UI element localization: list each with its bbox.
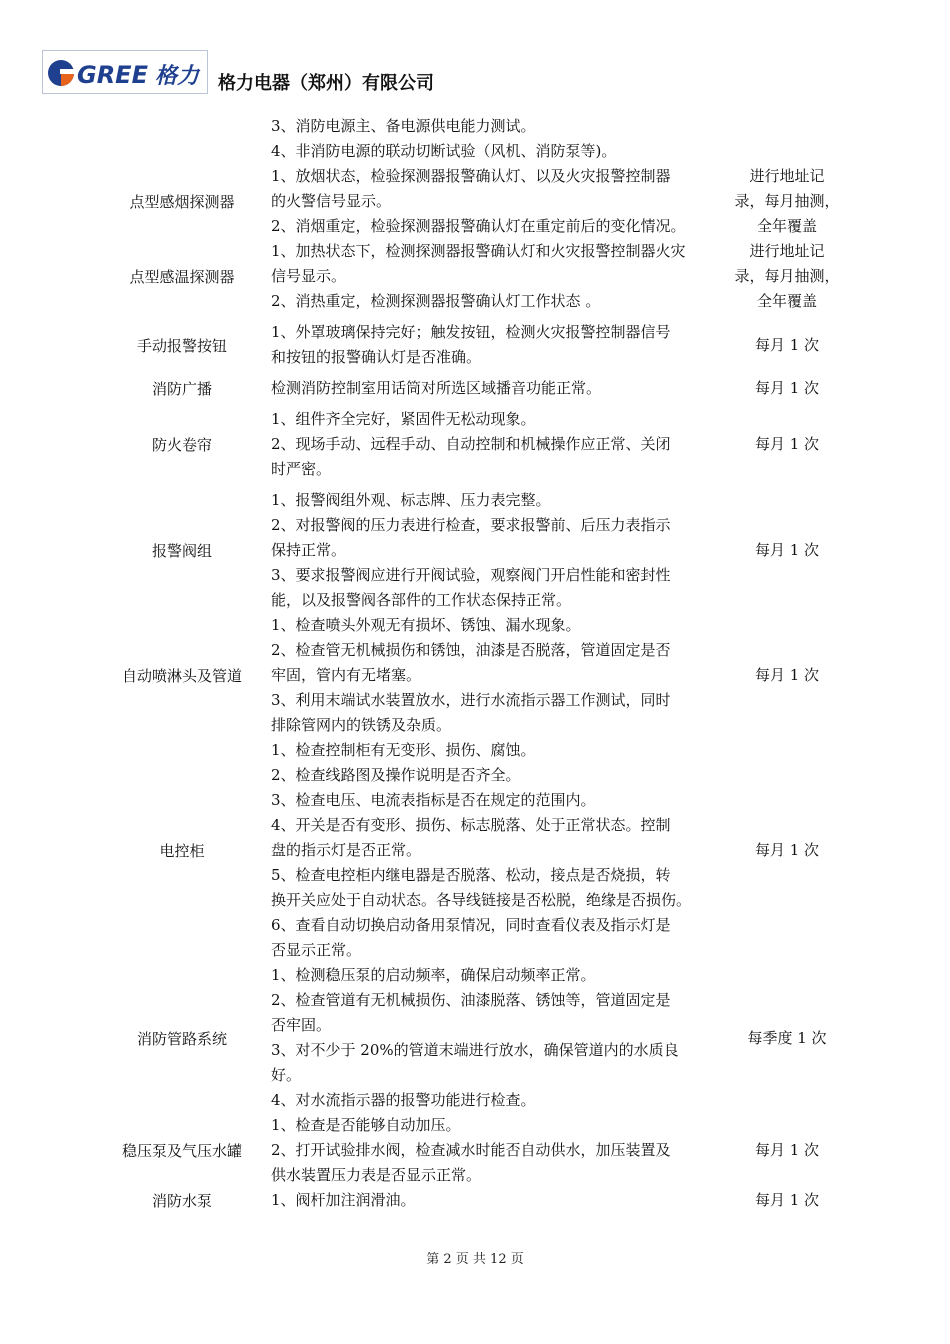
- gree-logo-graphic: [43, 51, 209, 95]
- table-row: [108, 963, 848, 1113]
- description-line: 1、阀杆加注润滑油。: [271, 1191, 416, 1209]
- table-row: [108, 164, 848, 239]
- frequency-line: 每月 1 次: [754, 1191, 820, 1209]
- description-line: 5、检查电控柜内继电器是否脱落、松动，接点是否烧损，转: [271, 866, 671, 884]
- description-line: 1、检测稳压泵的启动频率，确保启动频率正常。: [271, 966, 596, 984]
- item-name: 消防广播: [151, 380, 212, 398]
- item-description: [256, 963, 726, 1113]
- item-name: 电控柜: [159, 842, 205, 860]
- frequency-line: 进行地址记: [749, 242, 825, 260]
- description-line: 1、加热状态下，检测探测器报警确认灯和火灾报警控制器火灾: [271, 242, 686, 260]
- description-line: 检测消防控制室用话筒对所选区域播音功能正常。: [271, 379, 602, 397]
- company-name: 格力电器（郑州）有限公司: [218, 73, 434, 94]
- table-row: [108, 1188, 848, 1213]
- description-line: 否显示正常。: [271, 941, 362, 959]
- item-name: 消防管路系统: [136, 1029, 227, 1048]
- table-row: [108, 613, 848, 738]
- item-description: [256, 613, 726, 738]
- item-name: 防火卷帘: [151, 436, 212, 454]
- item-frequency: [726, 333, 848, 358]
- description-line: 2、消烟重定，检验探测器报警确认灯在重定前后的变化情况。: [271, 217, 686, 235]
- description-line: 换开关应处于自动状态。各导线链接是否松脱，绝缘是否损伤。: [271, 891, 692, 909]
- item-description: [256, 164, 726, 239]
- item-frequency: [726, 538, 848, 563]
- item-description: [256, 114, 726, 164]
- item-name: 消防水泵: [151, 1192, 212, 1210]
- item-frequency: [726, 838, 848, 863]
- frequency-line: 录，每月抽测，: [734, 192, 840, 210]
- frequency-line: 每月 1 次: [754, 1141, 820, 1159]
- item-description: [256, 1113, 726, 1188]
- description-line: 牢固，管内有无堵塞。: [271, 666, 422, 684]
- table-row: [108, 488, 848, 613]
- description-line: 2、现场手动、远程手动、自动控制和机械操作应正常、关闭: [271, 435, 671, 453]
- item-frequency: [726, 1188, 848, 1213]
- description-line: 信号显示。: [271, 267, 347, 285]
- item-description: [256, 376, 726, 401]
- description-line: 盘的指示灯是否正常。: [271, 841, 422, 859]
- frequency-line: 每月 1 次: [754, 435, 820, 453]
- description-line: 4、非消防电源的联动切断试验（风机、消防泵等)。: [271, 142, 617, 160]
- item-name: 点型感烟探测器: [129, 193, 235, 211]
- description-line: 1、放烟状态，检验探测器报警确认灯、以及火灾报警控制器: [271, 167, 671, 185]
- table-row: [108, 738, 848, 963]
- description-line: 3、消防电源主、备电源供电能力测试。: [271, 117, 536, 135]
- item-frequency: [726, 239, 848, 314]
- item-name: 稳压泵及气压水罐: [121, 1142, 242, 1160]
- description-line: 好。: [271, 1066, 302, 1084]
- table-row: [108, 1113, 848, 1188]
- description-line: 2、打开试验排水阀，检查减水时能否自动供水，加压装置及: [271, 1141, 671, 1159]
- gree-logo: [42, 50, 208, 94]
- frequency-line: 每月 1 次: [754, 379, 820, 397]
- description-line: 保持正常。: [271, 541, 347, 559]
- svg-text:格力: 格力: [155, 64, 200, 89]
- table-row: [108, 320, 848, 370]
- description-line: 4、对水流指示器的报警功能进行检查。: [271, 1091, 536, 1109]
- frequency-line: 全年覆盖: [756, 292, 817, 310]
- item-name: 报警阀组: [151, 542, 212, 560]
- frequency-line: 全年覆盖: [756, 217, 817, 235]
- frequency-line: 每季度 1 次: [747, 1028, 827, 1047]
- description-line: 的火警信号显示。: [271, 192, 392, 210]
- description-line: 能，以及报警阀各部件的工作状态保持正常。: [271, 591, 572, 609]
- frequency-line: 进行地址记: [749, 167, 825, 185]
- item-frequency: [726, 1026, 848, 1051]
- item-description: [256, 239, 726, 314]
- description-line: 否牢固。: [271, 1016, 332, 1034]
- description-line: 2、检查管道有无机械损伤、油漆脱落、锈蚀等，管道固定是: [271, 991, 671, 1009]
- item-frequency: [726, 376, 848, 401]
- description-line: 1、报警阀组外观、标志牌、压力表完整。: [271, 491, 551, 509]
- description-line: 供水装置压力表是否显示正常。: [271, 1166, 482, 1184]
- table-row: [108, 114, 848, 164]
- frequency-line: 每月 1 次: [754, 541, 820, 559]
- frequency-line: 录，每月抽测，: [734, 267, 840, 285]
- item-description: [256, 407, 726, 482]
- page-header: [42, 50, 682, 96]
- description-line: 3、利用末端试水装置放水，进行水流指示器工作测试，同时: [271, 691, 671, 709]
- description-line: 排除管网内的铁锈及杂质。: [271, 716, 452, 734]
- description-line: 3、对不少于 20%的管道末端进行放水，确保管道内的水质良: [271, 1041, 679, 1059]
- table-row: [108, 239, 848, 314]
- page-number: 第 2 页 共 12 页: [426, 1252, 524, 1267]
- item-description: [256, 1188, 726, 1213]
- description-line: 1、检查喷头外观无有损坏、锈蚀、漏水现象。: [271, 616, 581, 634]
- item-description: [256, 488, 726, 613]
- item-frequency: [726, 164, 848, 239]
- maintenance-table: [108, 114, 848, 1213]
- description-line: 2、消热重定，检测探测器报警确认灯工作状态 。: [271, 292, 601, 310]
- description-line: 时严密。: [271, 460, 332, 478]
- description-line: 1、组件齐全完好，紧固件无松动现象。: [271, 410, 536, 428]
- frequency-line: 每月 1 次: [754, 335, 820, 354]
- frequency-line: 每月 1 次: [754, 666, 820, 684]
- description-line: 3、检查电压、电流表指标是否在规定的范围内。: [271, 791, 596, 809]
- item-name: 自动喷淋头及管道: [121, 667, 242, 685]
- item-name: 手动报警按钮: [136, 336, 227, 355]
- description-line: 1、检查控制柜有无变形、损伤、腐蚀。: [271, 741, 536, 759]
- description-line: 6、查看自动切换启动备用泵情况，同时查看仪表及指示灯是: [271, 916, 671, 934]
- description-line: 和按钮的报警确认灯是否准确。: [271, 348, 482, 366]
- description-line: 2、检查线路图及操作说明是否齐全。: [271, 766, 521, 784]
- item-description: [256, 738, 726, 963]
- description-line: 2、检查管无机械损伤和锈蚀，油漆是否脱落，管道固定是否: [271, 641, 671, 659]
- description-line: 2、对报警阀的压力表进行检查，要求报警前、后压力表指示: [271, 516, 671, 534]
- table-row: [108, 376, 848, 401]
- item-description: [256, 320, 726, 370]
- description-line: 1、外罩玻璃保持完好；触发按钮，检测火灾报警控制器信号: [271, 323, 671, 341]
- item-frequency: [726, 1138, 848, 1163]
- description-line: 4、开关是否有变形、损伤、标志脱落、处于正常状态。控制: [271, 816, 671, 834]
- item-frequency: [726, 432, 848, 457]
- item-frequency: [726, 663, 848, 688]
- table-row: [108, 407, 848, 482]
- frequency-line: 每月 1 次: [754, 841, 820, 859]
- svg-text:GREE: GREE: [77, 61, 148, 89]
- item-name: 点型感温探测器: [129, 268, 235, 286]
- description-line: 1、检查是否能够自动加压。: [271, 1116, 461, 1134]
- description-line: 3、要求报警阀应进行开阀试验，观察阀门开启性能和密封性: [271, 566, 671, 584]
